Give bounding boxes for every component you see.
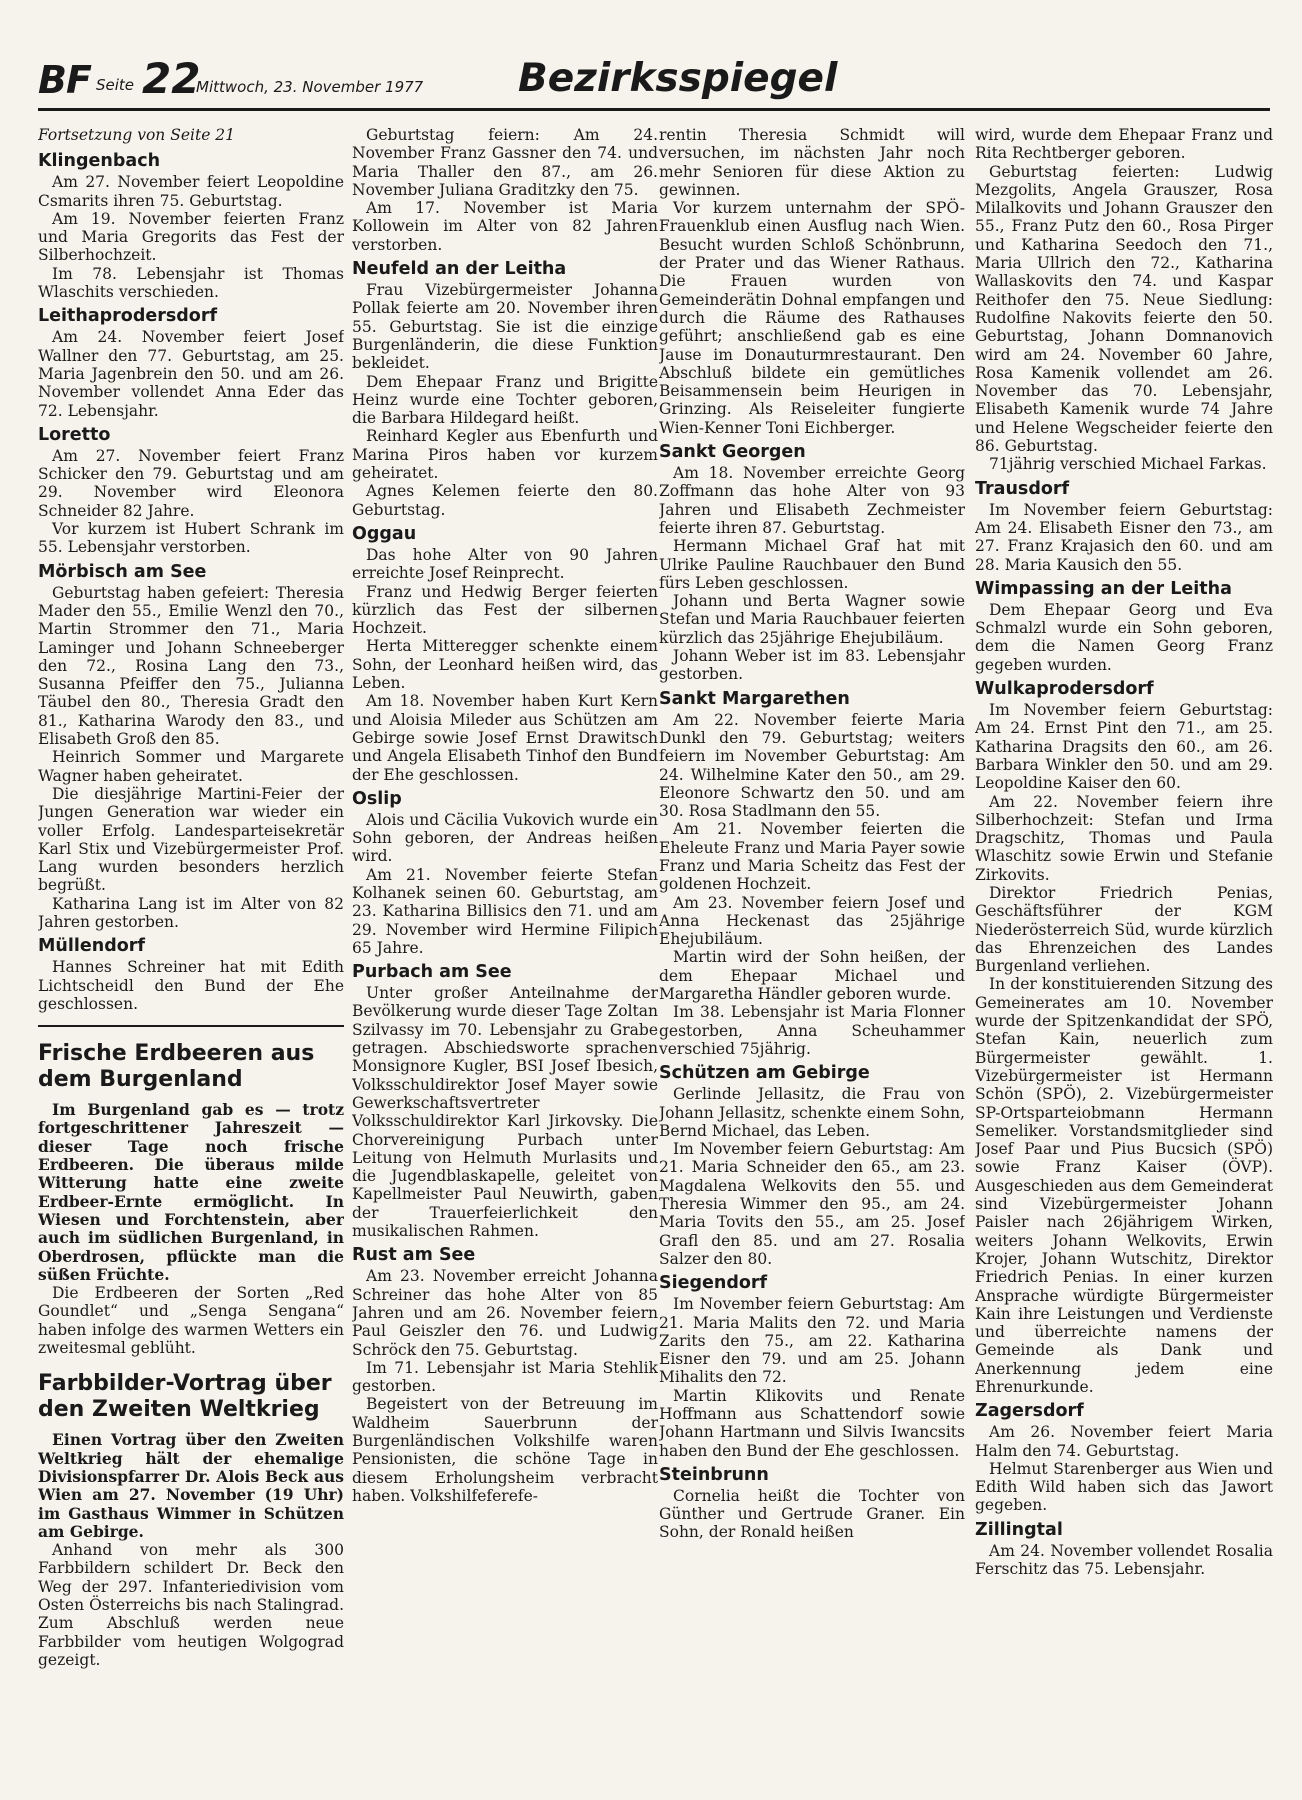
heading-wimpassing: Wimpassing an der Leitha	[975, 578, 1232, 599]
paragraph: Vor kurzem ist Hubert Schrank im 55. Lebensjahr verstorben.	[38, 520, 344, 557]
paragraph: Direktor Friedrich Penias, Geschäftsführer der KGM Niederösterreich Süd, wurde kürzlich das Ehrenzeichen des Landes Burgenland verliehen.	[975, 883, 1273, 976]
heading-moerbisch: Mörbisch am See	[38, 561, 207, 582]
paragraph: Cornelia heißt die Tochter von Günther und Gertrude Graner. Ein Sohn, der Ronald heißen	[659, 1486, 965, 1542]
paragraph: Im 78. Lebensjahr ist Thomas Wlaschits verschieden.	[38, 264, 344, 302]
paragraph: Das hohe Alter von 90 Jahren erreichte Josef Reinprecht.	[352, 545, 658, 583]
paragraph: In der konstituierenden Sitzung des Gemeinerates am 10. November wurde der Spitzenkandidat der SPÖ, Stefan Kain, neuerlich zum Bürgermeister gewählt. 1. Vizebürgermeister ist Hermann Schön (SPÖ), 2. Vizebürgermeister SP-Ortsparteiobmann Hermann Semeliker. Vorstandsmitglieder sind Josef Paar und Pius Bucsich (SPÖ) sowie Franz Kaiser (ÖVP). Ausgeschieden aus dem Gemeinderat sind Vizebürgermeister Johann Paisler nach 26jährigem Wirken, weiters Johann Welkovits, Erwin Krojer, Johann Wutschitz, Direktor Friedrich Penias. In einer kurzen Ansprache würdigte Bürgermeister Kain ihre Leistungen und Verdienste und überreichte namens der Gemeinde als Dank und Anerkennung jedem eine Ehrenurkunde.	[975, 975, 1273, 1396]
paragraph: Am 22. November feierte Maria Dunkl den 79. Geburtstag; weiters feiern im November Geburtstag: Am 24. Wilhelmine Kater den 50., am 29. Eleonore Schwartz den 50. und am 30. Rosa Stadlmann den 55.	[659, 710, 965, 821]
lead-paragraph: Im Burgenland gab es — trotz fortgeschrittener Jahreszeit — dieser Tage noch frische Erdbeeren. Die überaus milde Witterung hatte eine zweite Erdbeer-Ernte ermöglicht. In Wiesen und Forchtenstein, aber auch im südlichen Burgenland, in Oberdrosen, pflückte man die süßen Früchte.	[38, 1100, 344, 1284]
heading-neufeld: Neufeld an der Leitha	[352, 259, 567, 280]
paragraph: Im November feiern Geburtstag: Am 21. Maria Schneider den 65., am 23. Magdalena Welkovits den 55. und Theresia Wimmer den 95., am 24. Maria Tovits den 55., am 25. Josef Grafl den 85. und am 27. Rosalia Salzer den 80.	[659, 1140, 965, 1268]
paragraph: Dem Ehepaar Franz und Brigitte Heinz wurde eine Tochter geboren, die Barbara Hildegard heißt.	[352, 372, 658, 428]
lead-paragraph: Einen Vortrag über den Zweiten Weltkrieg hält der ehemalige Divisionspfarrer Dr. Alois Beck aus Wien am 27. November (19 Uhr) im Gasthaus Wimmer in Schützen am Gebirge.	[38, 1430, 344, 1541]
paragraph: Heinrich Sommer und Margarete Wagner haben geheiratet.	[38, 748, 344, 785]
paragraph: Helmut Starenberger aus Wien und Edith Wild haben sich das Jawort gegeben.	[975, 1459, 1273, 1515]
continuation-note: Fortsetzung von Seite 21	[38, 126, 236, 144]
heading-zillingtal: Zillingtal	[975, 1519, 1063, 1540]
masthead	[38, 52, 1270, 111]
paragraph: Im 38. Lebensjahr ist Maria Flonner gestorben, Anna Scheuhammer verschied 75jährig.	[659, 1003, 965, 1058]
headline-vortrag: Farbbilder-Vortrag über den Zweiten Weltkrieg	[38, 1371, 332, 1423]
paragraph: Im November feiern Geburtstag: Am 21. Maria Malits den 72. und Maria Zarits den 75., am 22. Katharina Eisner den 79. und am 25. Johann Mihalits den 72.	[659, 1295, 965, 1387]
paragraph: Am 23. November erreicht Johanna Schreiner das hohe Alter von 85 Jahren und am 26. November feiern Paul Geiszler den 76. und Ludwig Schröck den 75. Geburtstag.	[352, 1267, 658, 1359]
paragraph: Am 22. November feiern ihre Silberhochzeit: Stefan und Irma Dragschitz, Thomas und Paula Wlaschitz sowie Erwin und Stefanie Zirkovits.	[975, 792, 1273, 884]
paragraph: Unter großer Anteilnahme der Bevölkerung wurde dieser Tage Zoltan Szilvassy im 70. Lebensjahr zu Grabe getragen. Abschiedsworte sprachen Monsignore Kugler, BSI Josef Ibesich, Volksschuldirektor Josef Mayer sowie Gewerkschaftsvertreter Volksschuldirektor Karl Jirkovsky. Die Chorvereinigung Purbach unter Leitung von Helmuth Murlasits und die Jugendblaskapelle, geleitet von Kapellmeister Paul Neuwirth, gaben der Trauerfeierlichkeit den musikalischen Rahmen.	[352, 984, 658, 1241]
paragraph: Anhand von mehr als 300 Farbbildern schildert Dr. Beck den Weg der 297. Infanteriedivision vom Osten Österreichs bis nach Stalingrad. Zum Abschluß werden neue Farbbilder vom heutigen Wolgograd gezeigt.	[38, 1541, 344, 1669]
heading-trausdorf: Trausdorf	[975, 478, 1070, 499]
column-4	[975, 126, 1273, 1788]
paragraph: wird, wurde dem Ehepaar Franz und Rita Rechtberger geboren.	[975, 126, 1273, 163]
divider	[38, 1025, 344, 1027]
page-label: Seite	[96, 76, 135, 94]
paragraph: rentin Theresia Schmidt will versuchen, im nächsten Jahr noch mehr Senioren für diese Aktion zu gewinnen.	[659, 126, 965, 199]
paragraph: Hermann Michael Graf hat mit Ulrike Pauline Rauchbauer den Bund fürs Leben geschlossen.	[659, 537, 965, 592]
paragraph: Agnes Kelemen feierte den 80. Geburtstag.	[352, 482, 658, 519]
page-number: 22	[142, 54, 201, 103]
paragraph: Am 19. November feierten Franz und Maria Gregorits das Fest der Silberhochzeit.	[38, 209, 344, 265]
paragraph: Katharina Lang ist im Alter von 82 Jahren gestorben.	[38, 894, 344, 931]
paragraph: Am 24. November vollendet Rosalia Ferschitz das 75. Lebensjahr.	[975, 1541, 1273, 1579]
paragraph: Hannes Schreiner hat mit Edith Lichtscheidl den Bund der Ehe geschlossen.	[38, 958, 344, 1013]
column-1	[38, 126, 344, 1788]
headline-erdbeeren: Frische Erdbeeren aus dem Burgenland	[38, 1041, 315, 1093]
paragraph: Alois und Cäcilia Vukovich wurde ein Sohn geboren, der Andreas heißen wird.	[352, 810, 658, 866]
paragraph: Geburtstag haben gefeiert: Theresia Mader den 55., Emilie Wenzl den 70., Martin Strommer den 71., Maria Laminger und Johann Schneeberger den 72., Rosina Lang den 73., Susanna Pfeiffer den 75., Julianna Täubel den 80., Theresia Gradt den 81., Katharina Warody den 83., und Elisabeth Groß den 85.	[38, 583, 344, 749]
heading-sankt-margarethen: Sankt Margarethen	[659, 688, 850, 709]
paragraph: Im November feiern Geburtstag: Am 24. Elisabeth Eisner den 73., am 27. Franz Krajasich den 60. und am 28. Maria Kausich den 55.	[975, 500, 1273, 574]
paragraph: Im November feiern Geburtstag: Am 24. Ernst Pint den 71., am 25. Katharina Dragsits den 60., am 26. Barbara Winkler den 50. und am 29. Leopoldine Kaiser den 60.	[975, 701, 1273, 793]
heading-oggau: Oggau	[352, 523, 417, 544]
paragraph: 71jährig verschied Michael Farkas.	[989, 455, 1267, 474]
column-3	[659, 126, 965, 1788]
heading-sankt-georgen: Sankt Georgen	[659, 442, 806, 463]
paragraph: Am 18. November haben Kurt Kern und Aloisia Mileder aus Schützen am Gebirge sowie Josef Ernst Drawitsch und Angela Elisabeth Tinhof den Bund der Ehe geschlossen.	[352, 692, 658, 784]
heading-leithaprodersdorf: Leithaprodersdorf	[38, 306, 218, 327]
paragraph: Am 23. November feiern Josef und Anna Heckenast das 25jährige Ehejubiläum.	[659, 893, 965, 949]
heading-rust: Rust am See	[352, 1245, 476, 1266]
paragraph: Die diesjährige Martini-Feier der Jungen Generation war wieder ein voller Erfolg. Landesparteisekretär Karl Stix und Vizebürgermeister Prof. Lang wurden besonders herzlich begrüßt.	[38, 784, 344, 895]
issue-date: Mittwoch, 23. November 1977	[196, 78, 424, 96]
heading-oslip: Oslip	[352, 788, 402, 809]
heading-zagersdorf: Zagersdorf	[975, 1401, 1084, 1422]
heading-steinbrunn: Steinbrunn	[659, 1464, 769, 1485]
paragraph: Dem Ehepaar Georg und Eva Schmalzl wurde ein Sohn geboren, dem die Namen Georg Franz gegeben wurden.	[975, 600, 1273, 674]
paragraph: Franz und Hedwig Berger feierten kürzlich das Fest der silbernen Hochzeit.	[352, 582, 658, 638]
heading-siegendorf: Siegendorf	[659, 1273, 768, 1294]
paragraph: Im 71. Lebensjahr ist Maria Stehlik gestorben.	[352, 1358, 658, 1396]
paragraph: Vor kurzem unternahm der SPÖ-Frauenklub einen Ausflug nach Wien. Besucht wurden Schloß Schönbrunn, der Prater und das Wiener Rathaus. Die Frauen wurden von Gemeinderätin Dohnal empfangen und durch die Räume des Rathauses geführt; anschließend gab es eine Jause im Donauturmrestaurant. Den Abschluß bildete ein gemütliches Beisammensein beim Heurigen in Grinzing. Als Reiseleiter fungierte Wien-Kenner Toni Eichberger.	[659, 199, 965, 437]
paragraph: Gerlinde Jellasitz, die Frau von Johann Jellasitz, schenkte einem Sohn, Bernd Michael, das Leben.	[659, 1085, 965, 1140]
paragraph: Die Erdbeeren der Sorten „Red Goundlet“ und „Senga Sengana“ haben infolge des warmen Wetters ein zweitesmal geblüht.	[38, 1284, 344, 1358]
heading-purbach: Purbach am See	[352, 962, 512, 983]
heading-loretto: Loretto	[38, 424, 111, 445]
paragraph: Geburtstag feiern: Am 24. November Franz Gassner den 74. und Maria Thaller den 87., am 26. November Juliana Graditzky den 75.	[352, 126, 658, 199]
newspaper-logo: BF	[38, 58, 91, 102]
paragraph: Am 21. November feierte Stefan Kolhanek seinen 60. Geburtstag, am 23. Katharina Billisics den 71. und am 29. November wird Hermine Filipich 65 Jahre.	[352, 865, 658, 957]
paragraph: Am 27. November feiert Franz Schicker den 79. Geburtstag und am 29. November wird Eleonora Schneider 82 Jahre.	[38, 446, 344, 520]
paragraph: Begeistert von der Betreuung im Waldheim Sauerbrunn der Burgenländischen Volkshilfe waren Pensionisten, die schöne Tage in diesem Erholungsheim verbracht haben. Volkshilfeferefe-	[352, 1395, 658, 1505]
paragraph: Am 27. November feiert Leopoldine Csmarits ihren 75. Geburtstag.	[38, 173, 344, 210]
paragraph: Johann und Berta Wagner sowie Stefan und Maria Rauchbauer feierten kürzlich das 25jährige Ehejubiläum.	[659, 592, 965, 647]
paragraph: Am 26. November feiert Maria Halm den 74. Geburtstag.	[975, 1423, 1273, 1460]
paragraph: Am 24. November feiert Josef Wallner den 77. Geburtstag, am 25. Maria Jagenbrein den 50. und am 26. November vollendet Anna Eder das 72. Lebensjahr.	[38, 328, 344, 420]
column-2	[352, 126, 658, 1788]
paragraph: Martin Klikovits und Renate Hoffmann aus Schattendorf sowie Johann Hartmann und Silvis Iwancsits haben den Bund der Ehe geschlossen.	[659, 1386, 965, 1460]
heading-muellendorf: Müllendorf	[38, 936, 145, 957]
paragraph: Johann Weber ist im 83. Lebensjahr gestorben.	[659, 647, 965, 684]
paragraph: Reinhard Kegler aus Ebenfurth und Marina Piros haben vor kurzem geheiratet.	[352, 427, 658, 483]
paragraph: Geburtstag feierten: Ludwig Mezgolits, Angela Grauszer, Rosa Milalkovits und Johann Grauszer den 55., Franz Putz den 60., Rosa Pirger und Katharina Seedoch den 71., Maria Ullrich den 72., Katharina Wallaskovits den 74. und Kaspar Reithofer den 75. Neue Siedlung: Rudolfine Nakovits feierte den 50. Geburtstag, Johann Domnanovich wird am 24. November 60 Jahre, Rosa Kamenik vollendet am 26. November das 70. Lebensjahr, Elisabeth Kamenik wurde 74 Jahre und Helene Wegscheider feierte den 86. Geburtstag.	[975, 162, 1273, 456]
paragraph: Martin wird der Sohn heißen, der dem Ehepaar Michael und Margaretha Händler geboren wurde.	[659, 948, 965, 1004]
paragraph: Herta Mitteregger schenkte einem Sohn, der Leonhard heißen wird, das Leben.	[352, 637, 658, 693]
heading-klingenbach: Klingenbach	[38, 151, 161, 172]
paragraph: Am 21. November feierten die Eheleute Franz und Maria Payer sowie Franz und Maria Scheitz das Fest der goldenen Hochzeit.	[659, 820, 965, 894]
heading-wulkaprodersdorf: Wulkaprodersdorf	[975, 679, 1154, 700]
paragraph: Am 18. November erreichte Georg Zoffmann das hohe Alter von 93 Jahren und Elisabeth Zechmeister feierte ihren 87. Geburtstag.	[659, 464, 965, 537]
heading-schuetzen: Schützen am Gebirge	[659, 1063, 870, 1084]
paragraph: Frau Vizebürgermeister Johanna Pollak feierte am 20. November ihren 55. Geburtstag. Sie ist die einzige Burgenländerin, die diese Funktion bekleidet.	[352, 281, 658, 373]
section-title: Bezirksspiegel	[518, 56, 838, 101]
paragraph: Am 17. November ist Maria Kollowein im Alter von 82 Jahren verstorben.	[352, 199, 658, 254]
